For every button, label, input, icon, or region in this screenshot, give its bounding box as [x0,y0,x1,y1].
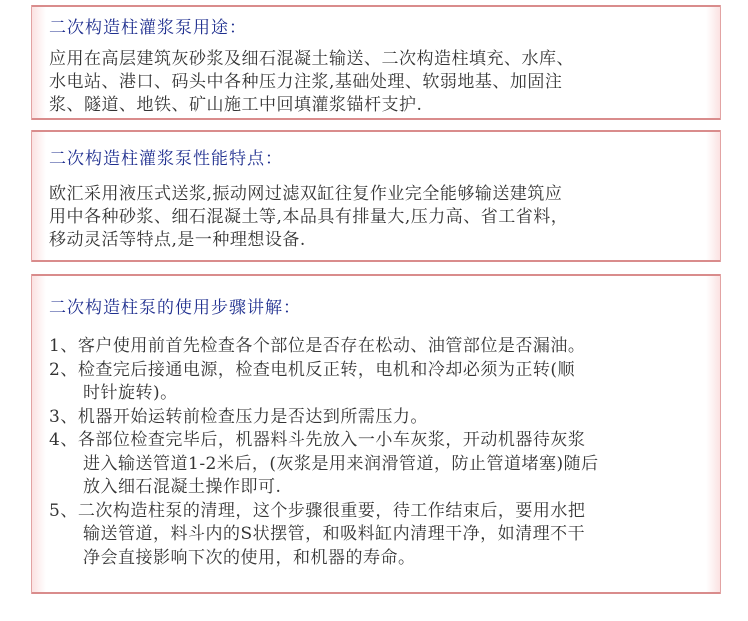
text-line: 移动灵活等特点,是一种理想设备. [49,230,306,250]
steps-section [31,274,721,594]
steps-title: 二次构造柱泵的使用步骤讲解： [49,298,301,318]
text-line: 欧汇采用液压式送浆,振动网过滤双缸往复作业完全能够输送建筑应 [49,184,563,204]
step-5-continued: 净会直接影响下次的使用，和机器的寿命。 [83,547,416,568]
text-line: 水电站、港口、码头中各种压力注浆,基础处理、软弱地基、加固注 [49,72,563,92]
features-section [31,130,721,262]
usage-title: 二次构造柱灌浆泵用途： [49,18,247,38]
text-line: 浆、隧道、地铁、矿山施工中回填灌浆锚杆支护. [49,95,423,115]
step-5: 5、二次构造柱泵的清理，这个步骤很重要，待工作结束后，要用水把 [49,500,586,521]
steps-list [49,335,712,570]
step-5-continued: 输送管道，料斗内的S状摆管，和吸料缸内清理干净，如清理不干 [83,524,586,544]
step-2-continued: 时针旋转)。 [83,383,178,403]
step-4: 4、各部位检查完毕后，机器料斗先放入一小车灰浆，开动机器待灰浆 [49,430,586,450]
step-4-continued: 放入细石混凝土操作即可. [83,477,282,497]
step-3: 3、机器开始运转前检查压力是否达到所需压力。 [49,406,428,427]
step-1: 1、客户使用前首先检查各个部位是否存在松动、油管部位是否漏油。 [49,336,586,356]
features-title: 二次构造柱灌浆泵性能特点： [49,149,283,169]
features-text [49,183,712,252]
text-line: 用中各种砂浆、细石混凝土等,本品具有排量大,压力高、省工省料， [49,207,569,227]
text-line: 应用在高层建筑灰砂浆及细石混凝土输送、二次构造柱填充、水库、 [49,49,574,69]
step-4-continued: 进入输送管道1-2米后，(灰浆是用来润滑管道，防止管道堵塞)随后 [83,453,599,474]
usage-section [31,5,721,120]
step-2: 2、检查完后接通电源，检查电机反正转，电机和冷却必须为正转(顺 [49,359,575,380]
usage-text [49,48,712,117]
